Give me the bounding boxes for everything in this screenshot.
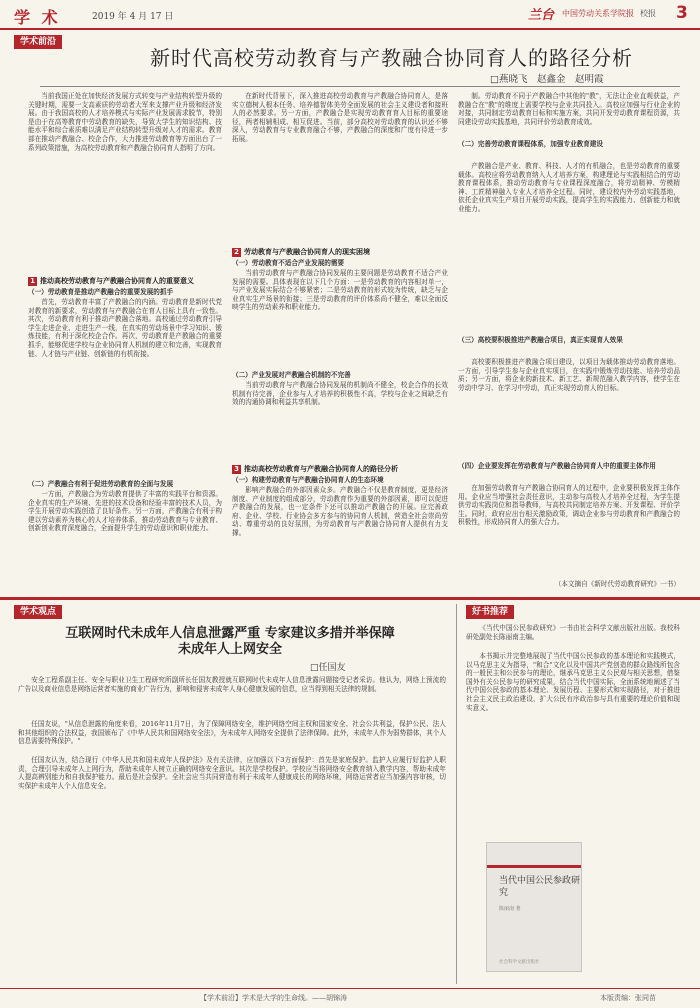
paragraph: 影响产教融合的外部因素众多。产教融合不仅是教育制度，更是经济制度、产业制度的组成部分，劳动教育作为重要的外部因素，即可以促进产教融合的发展，也一定条件下还可以推动产教融合的开展。应完善政府、企业、学校、行业协会多方参与的协同育人机制，营造全社会崇尚劳动、尊重劳动的良好氛围，为劳动教育与产教融合协同育人提供有力支撑。 <box>232 486 448 537</box>
paragraph: 当前劳动教育与产教融合协同发展的主要问题是劳动教育不适合产业发展的需要。具体表现在以下几个方面：一是劳动教育的内容相对单一，与产业发展实际结合不够紧密；二是劳动教育的形式较为传统，缺乏与企业真实生产场景的衔接；三是劳动教育的评价体系尚不健全，难以全面反映学生的劳动素养和职业能力。 <box>232 269 448 312</box>
column-tag-viewpoint: 学术观点 <box>14 605 62 619</box>
book-author: 陈丽南 著 <box>499 906 521 912</box>
book-publisher: 社会科学文献出版社 <box>499 960 540 965</box>
book-title: 当代中国公民参政研究 <box>499 876 581 898</box>
subheading: （三）高校要积极推进产教融合项目，真正实现育人效果 <box>458 336 623 344</box>
paragraph: 《当代中国公民参政研究》一书由社会科学文献出版社出版。我校科研处副处长陈丽南主编。 <box>466 624 680 641</box>
article-authors: □燕晓飞 赵鑫金 赵明霞 <box>490 74 604 85</box>
section-heading-2: 2 劳动教育与产教融合协同育人的现实困境 <box>232 247 448 257</box>
subheading: （二）完善劳动教育课程体系，加强专业教育建设 <box>458 140 604 148</box>
paragraph: 在加强劳动教育与产教融合协同育人的过程中，企业要积极发挥主体作用。企业应当增强社会责任意识，主动参与高校人才培养全过程，为学生提供劳动实践岗位和指导教师，与高校共同制定培养方案、开发课程、评价学生。同时，政府应出台相关激励政策，调动企业参与劳动教育和产教融合的积极性，形成协同育人的强大合力。 <box>458 484 680 527</box>
paragraph: 任国友认为，结合现行《中华人民共和国未成年人保护法》及有关法律，应加强以下3方面保护：首先是家庭保护。监护人应履行好监护人职责，合理引导未成年人上网行为，帮助未成年人树立正确的网络安全意识。其次是学校保护。学校应当将网络安全教育纳入教学内容，帮助未成年人提高辨别能力和自我保护能力。最后是社会保护。全社会应当共同营造有利于未成年人健康成长的网络环境，网络运营者应当加强内容审核，切实保护未成年人个人信息安全。 <box>18 756 446 790</box>
issue-date: 2019 年 4 月 17 日 <box>92 12 174 22</box>
subheading: （二）产教融合有利于促进劳动教育的全面与发展 <box>28 480 174 488</box>
paragraph: 一方面，产教融合为劳动教育提供了丰富的实践平台和资源。企业真实的生产环境、先进的技术设备和经验丰富的技术人员，为学生开展劳动实践创造了良好条件。另一方面，产教融合有利于构建以劳动素养为核心的人才培养体系，推动劳动教育与专业教育、创新创业教育深度融合，全面提升学生的劳动意识和职业能力。 <box>28 490 222 533</box>
section-number-icon: 1 <box>28 277 37 286</box>
paragraph: 安全工程系副主任、安全与职业卫生工程研究所副所长任国友教授就互联网时代未成年人信息泄露问题接受记者采访。他认为，网络上预流的广告以及商业信息是网络运营者实施的商业广告行为，影响和侵害未成年人身心健康发展的信息，应当得到相关法律的规制。 <box>18 676 446 693</box>
footer-quote: 【学术前沿】学术是大学的生命线。——胡锦涛 <box>200 994 347 1002</box>
newspaper-logo: 兰台 <box>528 8 555 23</box>
source-note: （本文摘自《新时代劳动教育研究》一书） <box>554 580 680 588</box>
newspaper-type: 校报 <box>640 9 656 18</box>
paragraph: 高校要积极推进产教融合项目建设，以项目为载体推动劳动教育落地。一方面，引导学生参与企业真实项目，在实践中锻炼劳动技能、培养劳动品质；另一方面，将企业的新技术、新工艺、新规范融入教学内容，使学生在劳动中学习、在学习中劳动，真正实现劳动育人的目标。 <box>458 358 680 392</box>
section-heading-3: 3 推动高校劳动教育与产教融合协同育人的路径分析 <box>232 464 448 474</box>
section-name: 学 术 <box>14 8 61 27</box>
article-author: □任国友 <box>310 663 346 673</box>
column-divider <box>456 604 457 984</box>
section-number-icon: 2 <box>232 248 241 257</box>
title-divider <box>40 86 680 87</box>
article-title: 新时代高校劳动教育与产教融合协同育人的路径分析 <box>150 46 633 70</box>
column-tag-frontier: 学术前沿 <box>14 35 62 49</box>
paragraph: 产教融合是产业、教育、科技、人才的有机融合，也是劳动教育的重要载体。高校应将劳动教育纳入人才培养方案，构建理论与实践相结合的劳动教育课程体系，推动劳动教育与专业课程深度融合，将劳动精神、劳模精神、工匠精神融入专业人才培养全过程。同时，建设校内外劳动实践基地，依托企业真实生产项目开展劳动实践，提高学生的实践能力、创新能力和就业能力。 <box>458 162 680 213</box>
subheading: （二）产业发展对产教融合机制的不完善 <box>232 371 351 379</box>
paragraph: 任国友说，"从信息泄露的角度来看，2016年11月7日，为了保障网络安全，维护网络空间主权和国家安全、社会公共利益，保护公民、法人和其他组织的合法权益，我国颁布了《中华人民共和国网络安全法》，为未成年人网络安全提供了法律保障。此外，未成年人作为弱势群体，其个人信息需要特殊保护。" <box>18 720 446 746</box>
paragraph: 当前劳动教育与产教融合协同发展的机制尚不健全，校企合作的长效机制有待完善，企业参与人才培养的积极性不高，学校与企业之间缺乏有效的沟通协调和利益共享机制。 <box>232 381 448 407</box>
book-cover <box>486 842 582 972</box>
subheading: （一）劳动教育是推动产教融合的重要发展的抓手 <box>28 288 174 296</box>
article-title: 互联网时代未成年人信息泄露严重 专家建议多措并举保障未成年人上网安全 <box>65 626 395 657</box>
paragraph: 首先，劳动教育丰富了产教融合的内涵。劳动教育是新时代党对教育的新要求，劳动教育与产教融合在育人目标上具有一致性。其次，劳动教育有利于推动产教融合落地。高校通过劳动教育引导学生走进企业、走进生产一线，在真实的劳动场景中学习知识、锻炼技能，有利于深化校企合作。再次，劳动教育是产教融合的重要抓手，能够促进学校与企业协同育人机制的建立和完善，实现教育链、人才链与产业链、创新链的有机衔接。 <box>28 298 222 358</box>
article-intro: 当前我国正处在加快经济发展方式转变与产业结构转型升级的关键时期，需要一支高素质的劳动者大军来支撑产业升级和经济发展。由于我国高校的人才培养模式与实际产业发展需求脱节，特别是由于在高等教育中劳动教育的缺失，导致大学生的知识结构、技能水平和综合素质难以满足产业结构转型升级对人才的需求。教育部在推动产教融合、校企合作，大力推进劳动教育等方面出台了一系列政策措施，为高校劳动教育和产教融合协同育人指明了方向。 <box>28 92 222 152</box>
newspaper-name: 中国劳动关系学院报 <box>562 9 634 18</box>
paragraph: 本书揭示并完整地展现了当代中国公民参政的基本理论和实践模式，以马克思主义为指导，"和合"文化以及中国共产党创造的群众路线所包含的一般民主和公民参与的理论，继承马克思主义公民观与相关思想，借鉴国外有关公民参与的研究成果，结合当代中国实际，全面系统地阐述了当代中国公民参政的基本理论、发展历程、主要形式和实现路径，对于推进社会主义民主政治建设、扩大公民有序政治参与具有重要的理论价值和现实意义。 <box>466 652 680 712</box>
paragraph: 制。劳动教育不同于产教融合中其他的"教"，无法让企业直观获益，产教融合在"教"的维度上需要学校与企业共同投入。高校应加强与行业企业的对接，共同制定劳动教育目标和实施方案，共同开发劳动教育课程资源，共同建设劳动实践基地，共同评价劳动教育成效。 <box>458 92 680 126</box>
section-heading-1: 1 推动高校劳动教育与产教融合协同育人的重要意义 <box>28 276 222 286</box>
subheading: （一）构建劳动教育与产教融合协同育人的生态环境 <box>232 476 384 484</box>
paragraph: 在新时代背景下，深入推进高校劳动教育与产教融合协同育人，是落实立德树人根本任务、培养德智体美劳全面发展的社会主义建设者和接班人的必然要求。另一方面，产教融合是实现劳动教育育人目标的重要途径，两者相辅相成、相互促进。当前，部分高校对劳动教育的认识还不够深入，劳动教育与专业教育融合不够，产教融合的深度和广度有待进一步拓展。 <box>232 92 448 143</box>
section-number-icon: 3 <box>232 465 241 474</box>
cover-stripe <box>487 865 581 868</box>
page-number: 3 <box>676 3 688 23</box>
footer-editor: 本版责编：张同苗 <box>600 994 656 1002</box>
subheading: （一）劳动教育不适合产业发展的需要 <box>232 259 345 267</box>
page-footer <box>0 988 700 1008</box>
subheading: （四）企业要发挥在劳动教育与产教融合协同育人中的重要主体作用 <box>458 462 656 470</box>
column-tag-book: 好书推荐 <box>466 605 514 619</box>
section-separator <box>0 597 700 600</box>
